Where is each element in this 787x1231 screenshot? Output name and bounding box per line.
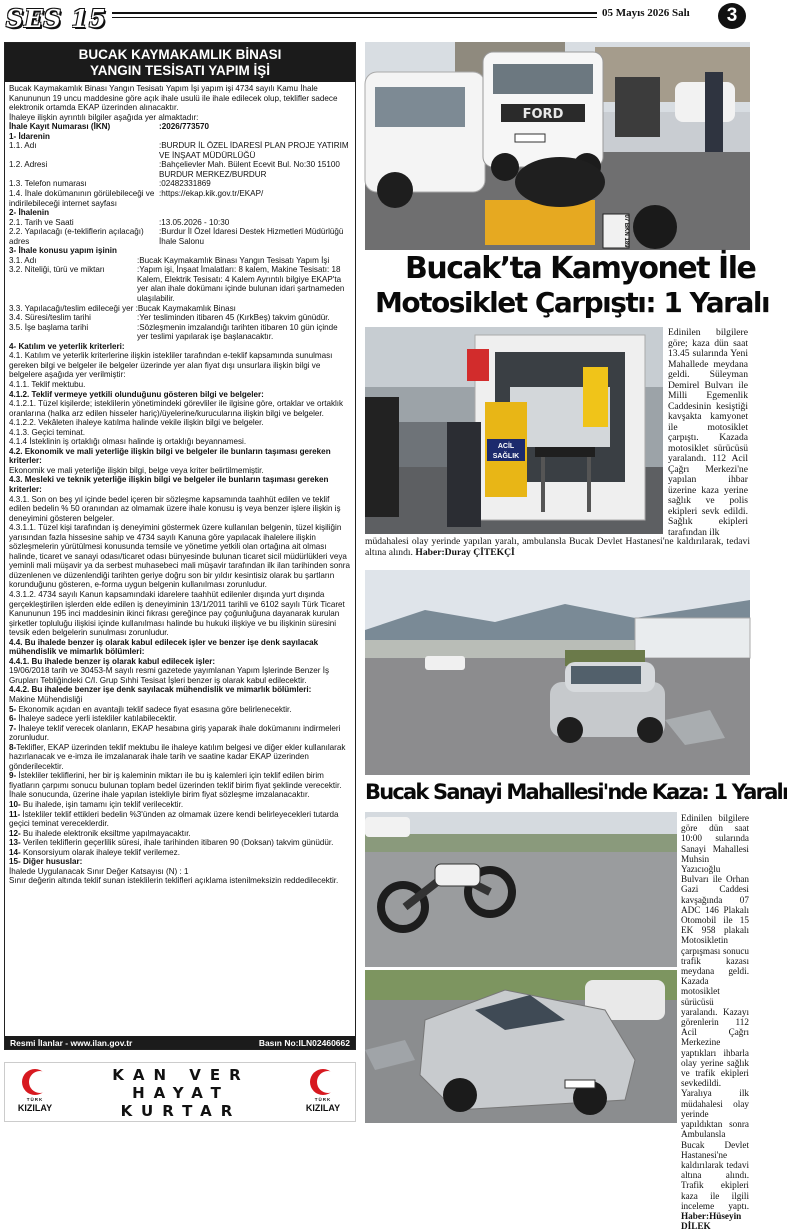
section-3-heading: 3- İhale konusu yapım işinin — [9, 246, 117, 256]
row-1-4: 1.4. İhale dokümanının görülebileceği ve indirilebileceği internet sayfası :https://ekap.kik.gov.tr/EKAP/ — [9, 189, 264, 208]
tender-notice — [4, 42, 356, 1050]
row-2-2: 2.2. Yapılacağı (e-tekliflerin açılacağı) adres :Burdur İl Özel İdaresi Destek Hizmetleri Müdürlüğü İhale Salonu — [9, 227, 344, 246]
row-1-1: 1.1. Adı :BURDUR İL ÖZEL İDARESİ PLAN PROJE YATIRIM VE İNŞAAT MÜDÜRLÜĞÜ — [9, 141, 349, 160]
ambulance-vest-text-1: ACİL — [497, 443, 515, 450]
para-4-4-1-heading: 4.4.1. Bu ihalede benzer iş olarak kabul edilecek işler: — [9, 656, 216, 666]
para-4-1-2-1: 4.1.2.1. Tüzel kişilerde; isteklilerin yönetimindeki görevliler ile ilgisine göre, ortaklar ve ortaklık oranlarına (halka arz edilen hisseler hariç)/üyelerine/kurucularına ilişkin bilgi ve belgeler. — [9, 399, 344, 418]
para-11: 11- İstekliler teklif ettikleri bedelin %3'ünden az olmamak üzere kendi belirleyecekleri tutarda geçici teminat vereceklerdir. — [9, 809, 339, 829]
issue-date: 05 Mayıs 2026 Salı — [602, 7, 690, 19]
para-4-2: Ekonomik ve mali yeterliğe ilişkin bilgi, belge veya kriter belirtilmemiştir. — [9, 465, 264, 475]
para-15-a: İhalede Uygulanacak Sınır Değer Katsayısı (N) : 1 — [9, 866, 189, 876]
photo-truck-motorcycle — [365, 42, 750, 250]
para-13: 13- Verilen tekliflerin geçerlilik süresi, ihale tarihinden itibaren 90 (Doksan) takvim günüdür. — [9, 838, 334, 848]
blood-donation-banner — [4, 1062, 356, 1122]
story1-byline: Haber:Duray ÇİTEKÇİ — [415, 546, 515, 558]
notice-footer-press-no: Basın No:ILN02460662 — [258, 1037, 350, 1048]
page-header — [0, 0, 750, 34]
para-4-1-2-2: 4.1.2.2. Vekâleten ihaleye katılma halinde vekile ilişkin bilgi ve belgeler. — [9, 418, 264, 428]
section-4-heading: 4- Katılım ve yeterlik kriterleri: — [9, 341, 125, 351]
para-4-4-heading: 4.4. Bu ihalede benzer iş olarak kabul edilecek işler ve benzer işe denk sayılacak mühendislik ve mimarlık bölümleri: — [9, 637, 319, 657]
para-4-3-heading: 4.3. Mesleki ve teknik yeterliğe ilişkin bilgi ve belgeler ile bunların taşıması gereken kriterler: — [9, 475, 329, 494]
row-3-1: 3.1. Adı :Bucak Kaymakamlık Binası Yangın Tesisatı Yapım İşi — [9, 255, 330, 265]
notice-title-line-1: BUCAK KAYMAKAMLIK BİNASI — [78, 47, 282, 62]
photo-ambulance — [365, 327, 663, 534]
crescent-icon — [13, 1067, 57, 1097]
photo-sanayi-crash-wide — [365, 570, 750, 775]
crescent-icon — [301, 1067, 345, 1097]
story2-body-text: Edinilen bilgilere göre dün saat 10:00 sularında Sanayi Mahallesi Muhsin Yazıcıoğlu Bulvarı ile Orhan Gazi Caddesi kavşağında 07 ADC 146 Plakalı Otomobil ile 15 EK 958 plakalı Motosikletin çarpışması sonucu trafik kazası meydana geldi. Kazada motosiklet sürücüsü yaralandı. Kazayı görenlerin 112 Acil Çağrı Merkezine yaptıkları ihbarla olay yerine sağlık ve trafik ekipleri sevkedildi. Yaralıya ilk müdahalesi olay yerinde yapıldıktan sonra Ambulansla Bucak Devlet Hastanesi'ne kaldırılarak tedavi altına alındı. Trafik ekipleri kaza ile ilgili inceleme yaptı. — [681, 813, 749, 1211]
para-7: 7- İhaleye teklif verecek olanların, EKAP hesabına giriş yaparak ihale dokümanını indirmeleri zorunludur. — [9, 723, 341, 743]
story1-body-cont: müdahalesi olay yerinde yapılan yaralı, ambulansla Bucak Devlet Hastanesi'ne kaldırılarak, tedavi altına alındı. — [365, 536, 750, 558]
para-5: 5- Ekonomik açıdan en avantajlı teklif sadece fiyat esasına göre belirlenecektir. — [9, 704, 292, 714]
row-3-4: 3.4. Süresi/teslim tarihi :Yer tesliminden itibaren 45 (KırkBeş) takvim günüdür. — [9, 313, 330, 323]
para-4-3-1-1: 4.3.1.1. Tüzel kişi tarafından iş deneyimini göstermek üzere kullanılan belgenin, tüzel kişiliğin yarısından fazla hissesine sahip ve 4734 sayılı Kanuna göre yapılacak ihalelere ilişkin sözleşmelerin yürütülmesi konusunda temsile ve yönetime yetkili olan ortağına ait olması halinde, ticaret ve sanayi odası/ticaret odası bünyesinde bulunan ticaret sicil müdürlükleri veya yeminli mali müşavir ya da serbest muhasebeci mali müşavir tarafından ilk ilan tarihinden sonra düzenlenen ve düzenlendiği tarihten geriye doğru son bir yıldır kesintisiz olarak bu şartların korunduğunu gösteren, e-forma uygun belgenin kullanılması zorunludur. — [9, 523, 350, 590]
story2-body — [681, 813, 749, 1231]
story1-headline-line-1: Bucak’ta Kamyonet İle — [405, 251, 756, 286]
section-1-heading: 1- İdarenin — [9, 131, 50, 141]
story2-byline: Haber:Hüseyin DİLEK — [681, 1210, 742, 1231]
para-4-4-1: 19/06/2018 tarih ve 30453-M sayılı resmi gazetede yayımlanan Yapım İşlerinde Benzer İş Grupları Tebliğindeki C/I. Grup Sıhhi Tesisat İşleri benzer iş olarak kabul edilecektir. — [9, 666, 330, 685]
motorcycle-plate: 07 BKN 189 — [623, 214, 629, 248]
para-10: 10- Bu ihalede, işin tamamı için teklif verilecektir. — [9, 800, 184, 810]
para-4-1-2-heading: 4.1.2. Teklif vermeye yetkili olunduğunu gösteren bilgi ve belgeler: — [9, 389, 264, 399]
notice-intro: Bucak Kaymakamlık Binası Yangın Tesisatı Yapım İşi yapım işi 4734 sayılı Kamu İhale Kanununun 19 uncu maddesine göre açık ihale usulü ile ihale edilecek olup, teklifler sadece elektronik ortamda EKAP üzerinden alınacaktır. — [9, 84, 338, 113]
photo-motorcycle-down — [365, 812, 677, 967]
story2-headline: Bucak Sanayi Mahallesi'nde Kaza: 1 Yaralı — [365, 780, 787, 804]
row-3-5: 3.5. İşe başlama tarihi :Sözleşmenin imzalandığı tarihten itibaren 10 gün içinde yer teslimi yapılarak işe başlanacaktır. — [9, 322, 338, 342]
notice-title-line-2: YANGIN TESİSATI YAPIM İŞİ — [89, 63, 271, 78]
para-4-3-1-2: 4.3.1.2. 4734 sayılı Kanun kapsamındaki idarelere taahhüt edilenler dışında yurt dışında gerçekleştirilen işlerden elde edilen iş deneyiminin 13/1/2011 tarihli ve 6102 sayılı Türk Ticaret Kanununun 195 inci maddesinin ikinci fıkrası gereğince pay çoğunluğuna dayanarak kurulan şirketler topluluğu ilişkisi içinde kullanılması halinde bu hukuki ilişkiye ve bu ilişkinin süresini tevsik eden belgelerin sunulması zorunludur. — [9, 589, 345, 638]
banner-slogan: KAN VER HAYAT KURTAR — [112, 1066, 250, 1120]
ambulance-vest-text-2: SAĞLIK — [492, 453, 520, 460]
para-4-1: 4.1. Katılım ve yeterlik kriterlerine ilişkin istekliler tarafından e-teklif kapsamında sunulması gereken bilgi ve belgeler ile belgeler üzerinde yer alan fiyat dışı unsurlara ilişkin bilgi ve belgelere aşağıda yer verilmiştir: — [9, 351, 333, 380]
para-4-4-2-heading: 4.4.2. Bu ihalede benzer işe denk sayılacak mühendislik ve mimarlık bölümleri: — [9, 685, 312, 695]
para-15-b: Sınır değerin altında teklif sunan isteklilerin teklifleri açıklama istenilmeksizin reddedilecektir. — [9, 876, 339, 886]
truck-grille-text: FORD — [522, 107, 564, 122]
para-4-1-3: 4.1.3. Geçici teminat. — [9, 427, 86, 437]
row-2-1: 2.1. Tarih ve Saati :13.05.2026 - 10:30 — [9, 217, 230, 227]
story1-headline-line-2: Motosiklet Çarpıştı: 1 Yaralı — [375, 286, 770, 319]
para-14: 14- Konsorsiyum olarak ihaleye teklif verilemez. — [9, 847, 180, 857]
notice-footer-source: Resmi İlanlar - www.ilan.gov.tr — [10, 1037, 133, 1048]
notice-intro-2: İhaleye ilişkin ayrıntılı bilgiler aşağıda yer almaktadır: — [9, 112, 199, 122]
row-1-3: 1.3. Telefon numarası :02482331869 — [9, 179, 211, 189]
section-2-heading: 2- İhalenin — [9, 208, 50, 218]
notice-title — [5, 43, 355, 82]
header-rule — [112, 12, 597, 18]
newspaper-name: SES 15 — [6, 4, 107, 33]
para-9: 9- İstekliler tekliflerini, her bir iş kaleminin miktarı ile bu iş kalemleri için teklif edilen birim fiyatların çarpımı sonucu bulunan toplam bedel üzerinden teklif birim fiyat şeklinde verecektir. İhale sonucunda, üzerine ihale yapılan istekliyle birim fiyat sözleşme imzalanacaktır. — [9, 771, 342, 800]
notice-body — [5, 82, 355, 888]
para-15-heading: 15- Diğer hususlar: — [9, 857, 83, 867]
para-8: 8-Teklifler, EKAP üzerinden teklif mektubu ile ihaleye katılım belgesi ve diğer ekler kullanılarak hazırlanacak ve e-imza ile imzalanarak ihale tarih ve saatine kadar EKAP üzerinden gönderilecektir. — [9, 742, 346, 771]
para-4-3-1: 4.3.1. Son on beş yıl içinde bedel içeren bir sözleşme kapsamında taahhüt edilen ve teklif edilen bedelin % 50 oranından az olmamak üzere ihale konusu iş veya benzer işlere ilişkin iş deneyimini gösteren belgeler. — [9, 494, 341, 523]
row-3-2: 3.2. Niteliği, türü ve miktarı :Yapım işi, İnşaat İmalatları: 8 kalem, Makine Tesisatı: 18 Kalem, Elektrik Tesisatı: 4 Kalem Ayrıntılı bilgiye EKAP'ta yer alan ihale dokümanı içinde bulunan idari şartnameden ulaşılabilir. — [9, 265, 345, 304]
row-3-3: 3.3. Yapılacağı/teslim edileceği yer :Bucak Kaymakamlık Binası — [9, 303, 236, 313]
para-4-2-heading: 4.2. Ekonomik ve mali yeterliğe ilişkin bilgi ve belgeler ile bunların taşıması gereken kriterler: — [9, 446, 331, 466]
row-1-2: 1.2. Adresi :Bahçelievler Mah. Bülent Ecevit Bul. No:30 15100 BURDUR MERKEZ/BURDUR — [9, 160, 340, 179]
photo-silver-car — [365, 970, 677, 1123]
page-number: 3 — [718, 3, 746, 29]
para-4-1-1: 4.1.1. Teklif mektubu. — [9, 379, 86, 389]
kizilay-logo-right: TÜRK KIZILAY — [297, 1067, 349, 1113]
ikn-row: İhale Kayıt Numarası (İKN) :2026/773570 — [9, 122, 209, 132]
para-4-1-4: 4.1.4 İsteklinin iş ortaklığı olması halinde iş ortaklığı beyannamesi. — [9, 437, 247, 447]
para-12: 12- Bu ihalede elektronik eksiltme yapılmayacaktır. — [9, 828, 191, 838]
story1-body-continued — [365, 537, 750, 558]
para-6: 6- İhaleye sadece yerli istekliler katılabilecektir. — [9, 714, 177, 724]
story1-body-narrow: Edinilen bilgilere göre; kaza dün saat 13.45 sularında Yeni Mahallede meydana geldi. Süleyman Demirel Bulvarı ile Milli Egemenlik Caddesinin kesiştiği kavşakta kamyonet ile motosiklet çarpıştı. Kazada motosiklet sürücüsü yaralandı. 112 Acil Çağrı Merkezi'ne yapılan ihbar üzerine kaza yerine sağlık ve polis ekipleri sevk edildi. Sağlık ekipleri tarafından ilk — [668, 327, 748, 538]
kizilay-logo-left: TÜRK KIZILAY — [9, 1067, 61, 1113]
para-4-4-2: Makine Mühendisliği — [9, 695, 83, 704]
notice-footer — [5, 1036, 355, 1049]
